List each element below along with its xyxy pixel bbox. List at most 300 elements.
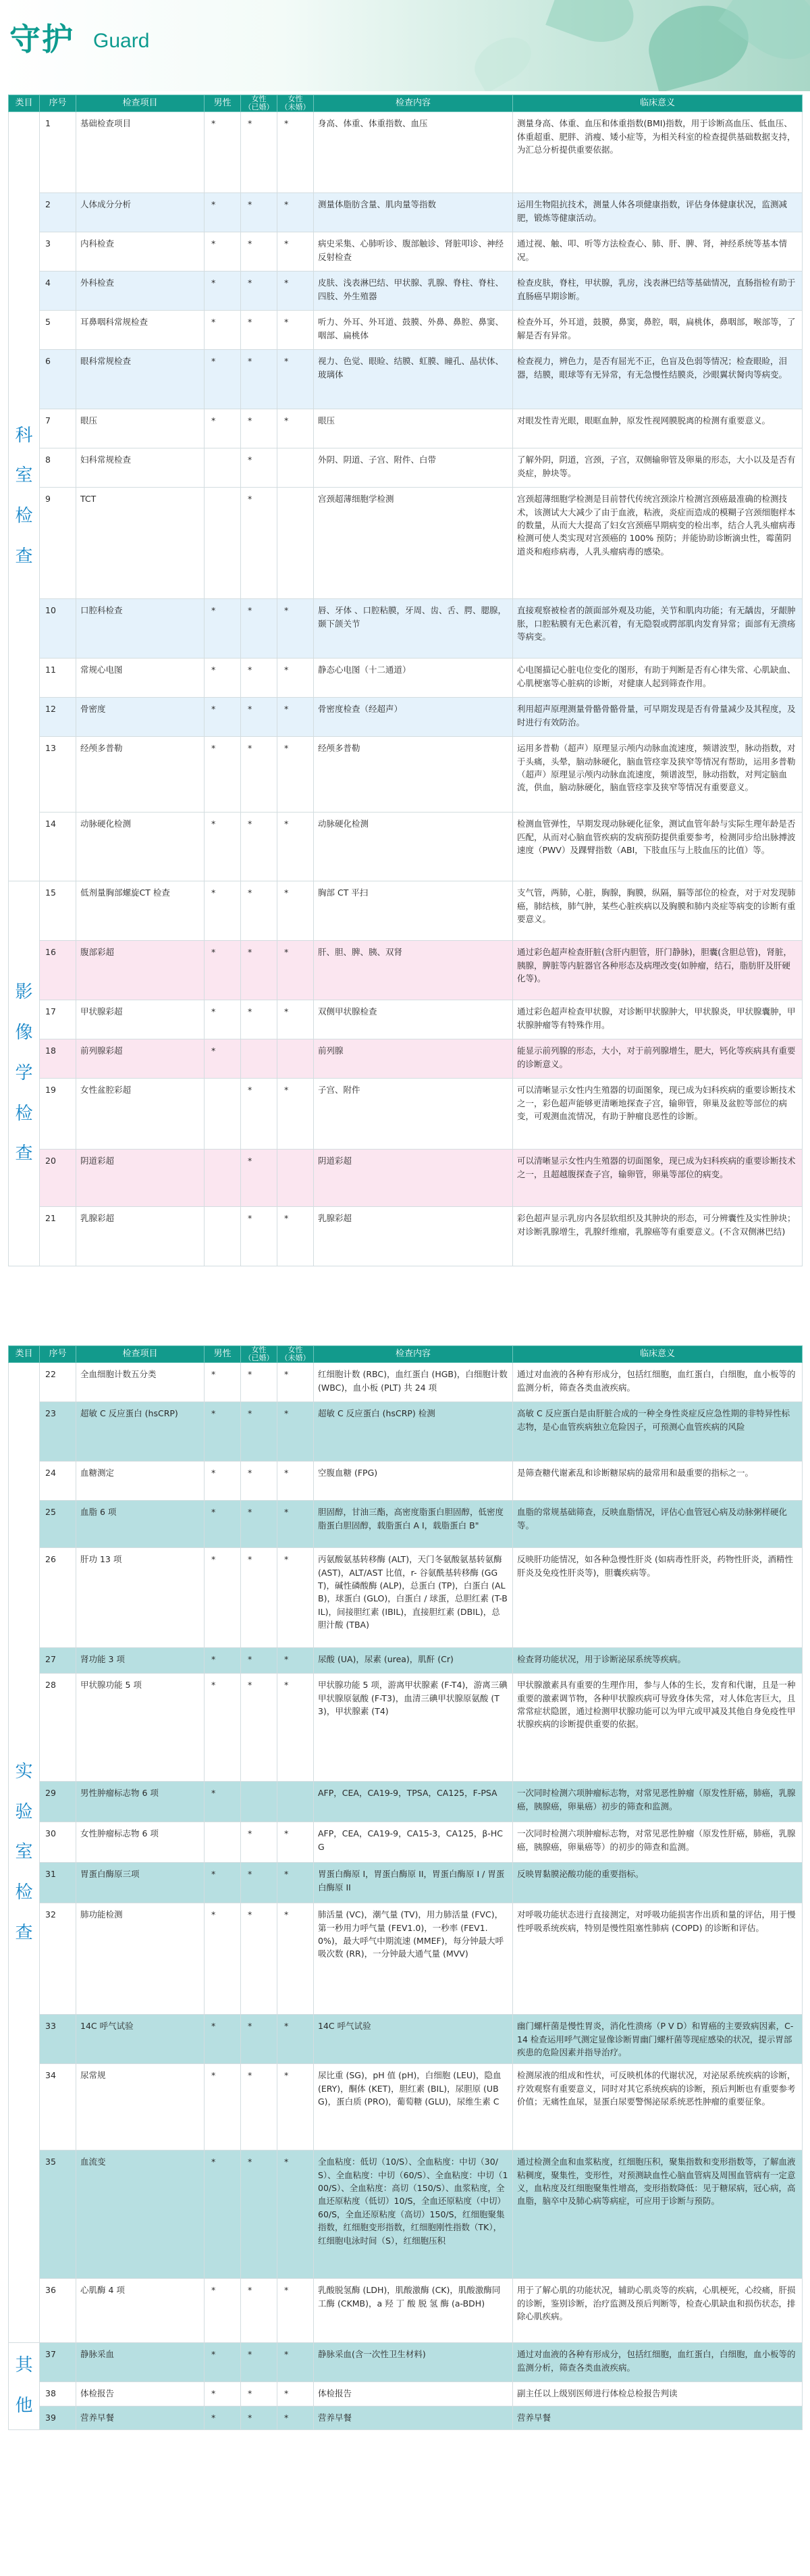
- female-married-mark: *: [241, 698, 277, 737]
- clinical-meaning: 检查肾功能状况，用于诊断泌尿系统等疾病。: [513, 1648, 803, 1674]
- female-unmarried-mark: *: [277, 698, 314, 737]
- clinical-meaning: 彩色超声显示乳房内各层软组织及其肿块的形态，可分辨囊性及实性肿块；对诊断乳腺增生，乳腺纤维瘤，乳腺癌等有重要意义。(不含双侧淋巴结): [513, 1207, 803, 1266]
- table-row: [9, 1822, 803, 1863]
- check-content: 病史采集、心肺听诊、腹部触诊、肾脏叩诊、神经反射检查: [314, 232, 513, 272]
- table-row: [9, 350, 803, 409]
- male-mark: *: [205, 232, 241, 272]
- male-mark: [205, 1079, 241, 1150]
- table-row: [9, 737, 803, 813]
- check-item: 超敏 C 反应蛋白 (hsCRP): [76, 1402, 205, 1462]
- female-unmarried-mark: [277, 1039, 314, 1079]
- male-mark: [205, 488, 241, 599]
- table-row: [9, 1079, 803, 1150]
- check-item: 经颅多普勒: [76, 737, 205, 813]
- check-content: 前列腺: [314, 1039, 513, 1079]
- column-header: 检查内容: [314, 95, 513, 112]
- row-number: 9: [40, 488, 76, 599]
- clinical-meaning: 通过彩色超声检查肝脏(含肝内胆管，肝门静脉)，胆囊(含胆总管)，肾脏，胰腺，脾脏等内脏器官各种形态及病理改变(如肿瘤，结石，脂肪肝及肝硬化等)。: [513, 941, 803, 1000]
- clinical-meaning: 检测血管弹性，早期发现动脉硬化征象，测试血管年龄与实际生理年龄是否匹配，从而对心脑血管疾病的发病预防提供重要参考，检测同步给出脉搏波速度（PWV）及踝臂指数（ABI，下肢血压与上肢血压的比值）等。: [513, 813, 803, 881]
- check-item: TCT: [76, 488, 205, 599]
- clinical-meaning: 运用多普勒（超声）原理显示颅内动脉血流速度，频谱波型，脉动指数，对于头痛，头晕，脑动脉硬化，脑血管痉挛及狭窄等情况有帮助，运用多普勒（超声）原理显示颅内动脉血流速度，频谱波型，脉动指数，对判定脑血流，供血，脑动脉硬化，脑血管痉挛及狭窄等情况有重要意义。: [513, 737, 803, 813]
- clinical-meaning: 副主任以上级别医师进行体检总检报告判读: [513, 2382, 803, 2406]
- male-mark: *: [205, 350, 241, 409]
- check-content: 红细胞计数 (RBC)，血红蛋白 (HGB)，白细胞计数 (WBC)，血小板 (PLT) 共 24 项: [314, 1363, 513, 1402]
- check-content: 外阴、阴道、子宫、附件、白带: [314, 448, 513, 488]
- female-married-mark: *: [241, 1363, 277, 1402]
- table-row: [9, 659, 803, 698]
- female-unmarried-mark: *: [277, 2382, 314, 2406]
- check-item: 前列腺彩超: [76, 1039, 205, 1079]
- column-header: 男性: [205, 1346, 241, 1363]
- check-item: 口腔科检查: [76, 599, 205, 659]
- check-item: 胃蛋白酶原三项: [76, 1863, 205, 1903]
- female-married-mark: *: [241, 813, 277, 881]
- row-number: 16: [40, 941, 76, 1000]
- female-married-mark: *: [241, 193, 277, 232]
- check-content: 皮肤、浅表淋巴结、甲状腺、乳腺、脊柱、脊柱、四肢、外生殖器: [314, 272, 513, 311]
- row-number: 6: [40, 350, 76, 409]
- clinical-meaning: 一次同时检测六项肿瘤标志物，对常见恶性肿瘤（原发性肝癌，肺癌，乳腺癌，胰腺癌，卵巢癌等）的初步的筛查和监测。: [513, 1822, 803, 1863]
- female-married-mark: *: [241, 737, 277, 813]
- female-married-mark: *: [241, 1402, 277, 1462]
- female-unmarried-mark: *: [277, 2015, 314, 2064]
- clinical-meaning: 检查视力，辨色力，是否有屈光不正，色盲及色弱等情况；检查眼睑，泪器，结膜，眼球等有无异常，有无急慢性结膜炎，沙眼翼状胬肉等病变。: [513, 350, 803, 409]
- female-unmarried-mark: *: [277, 941, 314, 1000]
- clinical-meaning: 用于了解心肌的功能状况，辅助心肌炎等的疾病，心肌梗死，心绞痛，肝损的诊断，鉴别诊断，治疗监测及预后判断等，检查心肌缺血和损伤状态，排除心肌疾病。: [513, 2279, 803, 2343]
- row-number: 18: [40, 1039, 76, 1079]
- check-content: 宫颈超薄细胞学检测: [314, 488, 513, 599]
- clinical-meaning: 甲状腺激素具有重要的生理作用，参与人体的生长，发育和代谢，且是一种重要的激素调节物，各种甲状腺疾病可导致身体失常，对人体危害巨大，且常常症状隐匿，通过检测甲状腺功能可以为甲亢或甲减及其他自身免疫性甲状腺疾病的诊断提供重要的依据。: [513, 1674, 803, 1782]
- check-item: 肝功 13 项: [76, 1548, 205, 1648]
- check-content: 子宫、附件: [314, 1079, 513, 1150]
- clinical-meaning: 可以清晰显示女性内生殖器的切面图象，现已成为妇科疾病的重要诊断技术之一，彩色超声能够更清晰地探查子宫，输卵管，卵巢及盆腔等部位的病变，可观测血流情况，有助于肿瘤良恶性的诊断。: [513, 1079, 803, 1150]
- male-mark: *: [205, 1000, 241, 1039]
- male-mark: *: [205, 698, 241, 737]
- clinical-meaning: 幽门螺杆菌是慢性胃炎，消化性溃疡（P V D）和胃癌的主要致病因素，C-14 检查运用呼气测定显像诊断胃幽门螺杆菌等现症感染的状况，提示胃部疾患的危险因素并指导治疗。: [513, 2015, 803, 2064]
- female-unmarried-mark: *: [277, 1079, 314, 1150]
- table-row: [9, 112, 803, 193]
- check-item: 基础检查项目: [76, 112, 205, 193]
- row-number: 21: [40, 1207, 76, 1266]
- female-unmarried-mark: *: [277, 2406, 314, 2429]
- female-unmarried-mark: *: [277, 1822, 314, 1863]
- clinical-meaning: 通过彩色超声检查甲状腺，对诊断甲状腺肿大，甲状腺炎，甲状腺囊肿，甲状腺肿瘤等有特殊作用。: [513, 1000, 803, 1039]
- male-mark: *: [205, 112, 241, 193]
- female-married-mark: *: [241, 2150, 277, 2279]
- female-unmarried-mark: *: [277, 1462, 314, 1501]
- female-unmarried-mark: *: [277, 1548, 314, 1648]
- table-row: [9, 813, 803, 881]
- male-mark: [205, 1150, 241, 1207]
- check-content: 静脉采血(含一次性卫生材料): [314, 2343, 513, 2382]
- table-row: [9, 193, 803, 232]
- check-content: 阴道彩超: [314, 1150, 513, 1207]
- male-mark: [205, 1822, 241, 1863]
- male-mark: *: [205, 311, 241, 350]
- clinical-meaning: 检查外耳，外耳道，鼓膜，鼻窦，鼻腔，咽，扁桃体，鼻咽部，喉部等，了解是否有异常。: [513, 311, 803, 350]
- table-row: [9, 1402, 803, 1462]
- female-unmarried-mark: *: [277, 2279, 314, 2343]
- female-married-mark: *: [241, 1462, 277, 1501]
- clinical-meaning: 通过检测全血和血浆粘度，红细胞压积，聚集指数和变形指数等，了解血液粘稠度，聚集性，变形性，对预测缺血性心脑血管病及周围血管病有一定意义，血粘度及红细胞聚集性增高，变形指数降低：见于糖尿病，冠心病，高血脂，脑卒中及肺心病等病症，可应用于诊断与预防。: [513, 2150, 803, 2279]
- table-row: [9, 272, 803, 311]
- check-content: 身高、体重、体重指数、血压: [314, 112, 513, 193]
- female-married-mark: *: [241, 311, 277, 350]
- check-item: 阴道彩超: [76, 1150, 205, 1207]
- male-mark: [205, 1207, 241, 1266]
- check-content: 胃蛋白酶原 I，胃蛋白酶原 II，胃蛋白酶原 I / 胃蛋白酶原 II: [314, 1863, 513, 1903]
- clinical-meaning: 能显示前列腺的形态，大小，对于前列腺增生，肥大，钙化等疾病具有重要的诊断意义。: [513, 1039, 803, 1079]
- clinical-meaning: 了解外阴，阴道，宫颈，子宫，双侧输卵管及卵巢的形态，大小以及是否有炎症，肿块等。: [513, 448, 803, 488]
- female-married-mark: *: [241, 1000, 277, 1039]
- female-married-mark: *: [241, 2279, 277, 2343]
- female-married-mark: *: [241, 488, 277, 599]
- clinical-meaning: 检查皮肤，脊柱，甲状腺，乳房，浅表淋巴结等基础情况，直肠指检有助于直肠癌早期诊断。: [513, 272, 803, 311]
- column-header: 女性 （未婚）: [277, 1346, 314, 1363]
- female-married-mark: *: [241, 1501, 277, 1548]
- check-content: 静态心电图（十二通道）: [314, 659, 513, 698]
- category-label: 实 验 室 检 查: [9, 1363, 40, 2343]
- category-label: 影 像 学 检 查: [9, 881, 40, 1266]
- clinical-meaning: 通过对血液的各种有形成分，包括红细胞，血红蛋白，白细胞，血小板等的监测分析，筛查各类血液疾病。: [513, 1363, 803, 1402]
- male-mark: *: [205, 599, 241, 659]
- female-married-mark: *: [241, 1863, 277, 1903]
- row-number: 31: [40, 1863, 76, 1903]
- check-content: 全血粘度：低切（10/S）、全血粘度：中切（30/S）、全血粘度：中切（60/S）、全血粘度：中切（100/S）、全血粘度：高切（150/S）、血浆粘度，全血还原粘度（低切）10/S，全血还原粘度（中切）60/S，全血还原粘度（高切）150/S，红细胞聚集指数，红细胞变形指数，红细胞刚性指数（TK），红细胞电泳时间（S），红细胞压积: [314, 2150, 513, 2279]
- check-item: 营养早餐: [76, 2406, 205, 2429]
- female-unmarried-mark: *: [277, 1501, 314, 1548]
- row-number: 38: [40, 2382, 76, 2406]
- male-mark: *: [205, 1402, 241, 1462]
- female-unmarried-mark: *: [277, 272, 314, 311]
- check-content: AFP，CEA，CA19-9，TPSA，CA125，F-PSA: [314, 1782, 513, 1822]
- leaf-decoration: [545, 0, 643, 53]
- table-row: [9, 232, 803, 272]
- check-content: 骨密度检查（经超声）: [314, 698, 513, 737]
- check-item: 体检报告: [76, 2382, 205, 2406]
- check-content: 尿酸 (UA)，尿素 (urea)，肌酐 (Cr): [314, 1648, 513, 1674]
- table-header-row: [9, 95, 803, 112]
- table-row: [9, 1648, 803, 1674]
- clinical-meaning: 检测尿液的组成和性状，可反映机体的代谢状况，对泌尿系统疾病的诊断，疗效观察有重要意义，同时对其它系统疾病的诊断，预后判断也有重要参考价值；无痛性血尿，显蛋白尿要警惕泌尿系统恶性肿瘤的重要征象。: [513, 2064, 803, 2150]
- page-subtitle: Guard: [93, 30, 150, 52]
- female-unmarried-mark: *: [277, 659, 314, 698]
- row-number: 11: [40, 659, 76, 698]
- check-item: 静脉采血: [76, 2343, 205, 2382]
- table-row: [9, 1150, 803, 1207]
- check-item: 男性肿瘤标志物 6 项: [76, 1782, 205, 1822]
- clinical-meaning: 可以清晰显示女性内生殖器的切面图象，现已成为妇科疾病的重要诊断技术之一，且超越腹探查子宫，输卵管，卵巢等部位的病变。: [513, 1150, 803, 1207]
- female-unmarried-mark: *: [277, 737, 314, 813]
- female-married-mark: *: [241, 112, 277, 193]
- clinical-meaning: 营养早餐: [513, 2406, 803, 2429]
- table-row: [9, 1674, 803, 1782]
- row-number: 35: [40, 2150, 76, 2279]
- row-number: 7: [40, 409, 76, 448]
- page-title: 守护: [9, 21, 74, 57]
- check-content: 肝、胆、脾、胰、双肾: [314, 941, 513, 1000]
- column-header: 女性 （已婚）: [241, 1346, 277, 1363]
- female-unmarried-mark: *: [277, 1648, 314, 1674]
- row-number: 15: [40, 881, 76, 941]
- female-married-mark: *: [241, 409, 277, 448]
- check-content: 双侧甲状腺检查: [314, 1000, 513, 1039]
- female-married-mark: *: [241, 1822, 277, 1863]
- female-unmarried-mark: *: [277, 1674, 314, 1782]
- row-number: 4: [40, 272, 76, 311]
- table-row: [9, 1462, 803, 1501]
- row-number: 37: [40, 2343, 76, 2382]
- female-married-mark: *: [241, 350, 277, 409]
- check-content: 丙氨酸氨基转移酶 (ALT)，天门冬氨酸氨基转氨酶 (AST)，ALT/AST 比值，r- 谷氨酰基转移酶 (GGT)，碱性磷酸酶 (ALP)，总蛋白 (TP)，白蛋白 (ALB)，球蛋白 (GLO)，白蛋白 / 球蛋，总胆红素 (T-BIL)，间接胆红素 (IBIL)，直接胆红素 (DBIL)，总胆汁酸 (TBA): [314, 1548, 513, 1648]
- female-married-mark: *: [241, 232, 277, 272]
- check-item: 甲状腺彩超: [76, 1000, 205, 1039]
- check-content: 营养早餐: [314, 2406, 513, 2429]
- female-married-mark: *: [241, 1548, 277, 1648]
- row-number: 27: [40, 1648, 76, 1674]
- column-header: 类目: [9, 1346, 40, 1363]
- check-item: 外科检查: [76, 272, 205, 311]
- clinical-meaning: 反映胃黏膜泌酸功能的重要指标。: [513, 1863, 803, 1903]
- male-mark: *: [205, 193, 241, 232]
- table-row: [9, 409, 803, 448]
- female-married-mark: *: [241, 448, 277, 488]
- female-married-mark: *: [241, 941, 277, 1000]
- male-mark: *: [205, 2150, 241, 2279]
- row-number: 17: [40, 1000, 76, 1039]
- row-number: 1: [40, 112, 76, 193]
- male-mark: *: [205, 2343, 241, 2382]
- check-item: 全血细胞计数五分类: [76, 1363, 205, 1402]
- male-mark: *: [205, 881, 241, 941]
- male-mark: *: [205, 272, 241, 311]
- female-married-mark: [241, 1782, 277, 1822]
- check-item: 骨密度: [76, 698, 205, 737]
- female-married-mark: *: [241, 2406, 277, 2429]
- male-mark: *: [205, 1782, 241, 1822]
- check-item: 眼压: [76, 409, 205, 448]
- column-header: 男性: [205, 95, 241, 112]
- row-number: 8: [40, 448, 76, 488]
- check-item: 常规心电图: [76, 659, 205, 698]
- female-unmarried-mark: *: [277, 599, 314, 659]
- male-mark: *: [205, 2064, 241, 2150]
- row-number: 36: [40, 2279, 76, 2343]
- checkup-table-2: [8, 1345, 803, 2430]
- female-married-mark: *: [241, 1150, 277, 1207]
- female-married-mark: [241, 1039, 277, 1079]
- female-unmarried-mark: *: [277, 232, 314, 272]
- table-row: [9, 1863, 803, 1903]
- check-item: 低剂量胸部螺旋CT 检查: [76, 881, 205, 941]
- header-banner: [0, 0, 810, 91]
- female-unmarried-mark: *: [277, 1903, 314, 2015]
- clinical-meaning: 血脂的常规基础筛查，反映血脂情况，评估心血管冠心病及动脉粥样硬化等。: [513, 1501, 803, 1548]
- column-header: 检查项目: [76, 95, 205, 112]
- male-mark: *: [205, 1674, 241, 1782]
- category-label: 科 室 检 查: [9, 112, 40, 881]
- check-content: 胸部 CT 平扫: [314, 881, 513, 941]
- check-item: 妇科常规检查: [76, 448, 205, 488]
- check-item: 腹部彩超: [76, 941, 205, 1000]
- row-number: 3: [40, 232, 76, 272]
- male-mark: *: [205, 2279, 241, 2343]
- table-row: [9, 2064, 803, 2150]
- column-header: 临床意义: [513, 1346, 803, 1363]
- table-row: [9, 1039, 803, 1079]
- female-unmarried-mark: [277, 1782, 314, 1822]
- male-mark: *: [205, 941, 241, 1000]
- check-content: 经颅多普勒: [314, 737, 513, 813]
- female-unmarried-mark: [277, 448, 314, 488]
- check-item: 女性肿瘤标志物 6 项: [76, 1822, 205, 1863]
- male-mark: *: [205, 659, 241, 698]
- row-number: 39: [40, 2406, 76, 2429]
- table-row: [9, 1782, 803, 1822]
- row-number: 10: [40, 599, 76, 659]
- check-content: 唇、牙体 、口腔粘膜，牙周、齿、舌、腭、腮腺，颞下颌关节: [314, 599, 513, 659]
- column-header: 临床意义: [513, 95, 803, 112]
- table-row: [9, 941, 803, 1000]
- female-married-mark: *: [241, 881, 277, 941]
- female-married-mark: *: [241, 1648, 277, 1674]
- female-unmarried-mark: [277, 488, 314, 599]
- column-header: 序号: [40, 1346, 76, 1363]
- female-unmarried-mark: *: [277, 409, 314, 448]
- table-row: [9, 2406, 803, 2429]
- row-number: 28: [40, 1674, 76, 1782]
- table-row: [9, 1903, 803, 2015]
- male-mark: [205, 448, 241, 488]
- row-number: 29: [40, 1782, 76, 1822]
- row-number: 24: [40, 1462, 76, 1501]
- table-row: [9, 1501, 803, 1548]
- check-content: 听力、外耳、外耳道、鼓膜、外鼻、鼻腔、鼻窦、咽部、扁桃体: [314, 311, 513, 350]
- table-row: [9, 881, 803, 941]
- check-content: AFP，CEA，CA19-9，CA15-3，CA125，β-HCG: [314, 1822, 513, 1863]
- column-header: 序号: [40, 95, 76, 112]
- column-header: 类目: [9, 95, 40, 112]
- table-row: [9, 1548, 803, 1648]
- female-unmarried-mark: *: [277, 2150, 314, 2279]
- check-content: 动脉硬化检测: [314, 813, 513, 881]
- clinical-meaning: 高敏 C 反应蛋白是由肝脏合成的一种全身性炎症反应急性期的非特异性标志物，是心血管疾病独立危险因子，可预测心血管疾病的风险: [513, 1402, 803, 1462]
- check-item: 耳鼻咽科常规检查: [76, 311, 205, 350]
- check-item: 心肌酶 4 项: [76, 2279, 205, 2343]
- female-married-mark: *: [241, 1207, 277, 1266]
- female-married-mark: *: [241, 1674, 277, 1782]
- male-mark: *: [205, 1501, 241, 1548]
- clinical-meaning: 对呼吸功能状态进行直接测定，对呼吸功能损害作出质和量的评估，用于慢性呼吸系统疾病，特别是慢性阻塞性肺病 (COPD) 的诊断和评估。: [513, 1903, 803, 2015]
- male-mark: *: [205, 737, 241, 813]
- check-content: 空腹血糖 (FPG): [314, 1462, 513, 1501]
- check-content: 视力、色觉、眼睑、结膜、虹膜、瞳孔、晶状体、玻璃体: [314, 350, 513, 409]
- check-item: 尿常规: [76, 2064, 205, 2150]
- male-mark: *: [205, 1548, 241, 1648]
- female-unmarried-mark: *: [277, 1207, 314, 1266]
- female-unmarried-mark: *: [277, 112, 314, 193]
- female-unmarried-mark: *: [277, 1363, 314, 1402]
- check-item: 甲状腺功能 5 项: [76, 1674, 205, 1782]
- check-item: 女性盆腔彩超: [76, 1079, 205, 1150]
- row-number: 12: [40, 698, 76, 737]
- table-row: [9, 2279, 803, 2343]
- table-row: [9, 2382, 803, 2406]
- female-married-mark: *: [241, 2343, 277, 2382]
- female-unmarried-mark: *: [277, 1000, 314, 1039]
- male-mark: *: [205, 2015, 241, 2064]
- row-number: 32: [40, 1903, 76, 2015]
- male-mark: *: [205, 1363, 241, 1402]
- female-unmarried-mark: *: [277, 2343, 314, 2382]
- clinical-meaning: 反映肝功能情况，如各种急慢性肝炎 (如病毒性肝炎，药物性肝炎，酒精性肝炎及免疫性肝炎等)，胆囊疾病等。: [513, 1548, 803, 1648]
- table-row: [9, 1207, 803, 1266]
- check-content: 尿比重 (SG)，pH 值 (pH)，白细胞 (LEU)，隐血 (ERY)，酮体 (KET)，胆红素 (BIL)，尿胆原 (UBG)，蛋白质 (PRO)，葡萄糖 (GLU)，尿维生素 C: [314, 2064, 513, 2150]
- check-item: 血脂 6 项: [76, 1501, 205, 1548]
- clinical-meaning: 心电图描记心脏电位变化的图形，有助于判断是否有心律失常、心肌缺血、心肌梗塞等心脏病的诊断，对健康人起到筛查作用。: [513, 659, 803, 698]
- female-married-mark: *: [241, 599, 277, 659]
- female-unmarried-mark: *: [277, 813, 314, 881]
- female-married-mark: *: [241, 2015, 277, 2064]
- row-number: 25: [40, 1501, 76, 1548]
- female-unmarried-mark: *: [277, 193, 314, 232]
- female-unmarried-mark: *: [277, 311, 314, 350]
- category-label: 其 他: [9, 2343, 40, 2429]
- clinical-meaning: 利用超声原理测量骨骼骨骼骨量，可早期发现是否有骨量减少及其程度，及时进行有效防治。: [513, 698, 803, 737]
- table-row: [9, 488, 803, 599]
- table-row: [9, 2343, 803, 2382]
- check-item: 眼科常规检查: [76, 350, 205, 409]
- table-row: [9, 311, 803, 350]
- table-row: [9, 2150, 803, 2279]
- male-mark: *: [205, 1903, 241, 2015]
- leaf-decoration: [466, 28, 539, 91]
- female-unmarried-mark: *: [277, 1402, 314, 1462]
- female-unmarried-mark: *: [277, 881, 314, 941]
- table-row: [9, 448, 803, 488]
- female-married-mark: *: [241, 659, 277, 698]
- row-number: 23: [40, 1402, 76, 1462]
- table-row: [9, 2015, 803, 2064]
- check-content: 体检报告: [314, 2382, 513, 2406]
- checkup-table-1: [8, 95, 803, 1266]
- row-number: 26: [40, 1548, 76, 1648]
- row-number: 22: [40, 1363, 76, 1402]
- check-content: 肺活量 (VC)，潮气量 (TV)，用力肺活量 (FVC)，第一秒用力呼气量 (FEV1.0)，一秒率 (FEV1.0%)，最大呼气中期流速 (MMEF)，每分钟最大呼吸次数 (RR)，一分钟最大通气量 (MVV): [314, 1903, 513, 2015]
- male-mark: *: [205, 2406, 241, 2429]
- female-married-mark: *: [241, 272, 277, 311]
- check-item: 乳腺彩超: [76, 1207, 205, 1266]
- table-row: [9, 1363, 803, 1402]
- check-content: 超敏 C 反应蛋白 (hsCRP) 检测: [314, 1402, 513, 1462]
- check-item: 肾功能 3 项: [76, 1648, 205, 1674]
- check-content: 乳腺彩超: [314, 1207, 513, 1266]
- column-header: 检查项目: [76, 1346, 205, 1363]
- table-row: [9, 698, 803, 737]
- clinical-meaning: 通过对血液的各种有形成分，包括红细胞，血红蛋白，白细胞，血小板等的监测分析，筛查各类血液疾病。: [513, 2343, 803, 2382]
- row-number: 33: [40, 2015, 76, 2064]
- clinical-meaning: 宫颈超薄细胞学检测是目前替代传统宫颈涂片检测宫颈癌最准确的检测技术，该测试大大减少了由于血液，粘液，炎症而造成的模糊子宫颈细胞样本的数量，从而大大提高了妇女宫颈癌早期病变的检出率，结合人乳头瘤病毒检测可使人类实现对宫颈癌的 100% 预防；并能协助诊断滴虫性，霉菌阴道炎和疱疹病毒，人乳头瘤病毒的感染。: [513, 488, 803, 599]
- row-number: 20: [40, 1150, 76, 1207]
- check-item: 内科检查: [76, 232, 205, 272]
- row-number: 2: [40, 193, 76, 232]
- table-header-row: [9, 1346, 803, 1363]
- clinical-meaning: 对眼发性青光眼，眼眶血肿，原发性视网膜脱离的检测有重要意义。: [513, 409, 803, 448]
- check-item: 动脉硬化检测: [76, 813, 205, 881]
- clinical-meaning: 测量身高、体重、血压和体重指数(BMI)指数，用于诊断高血压、低血压、体重超重、肥胖、消瘦、矮小症等，为相关科室的检查提供基础数据支持，为汇总分析提供重要依据。: [513, 112, 803, 193]
- check-content: 胆固醇，甘油三酯，高密度脂蛋白胆固醇，低密度脂蛋白胆固醇，载脂蛋白 A I，载脂蛋白 B": [314, 1501, 513, 1548]
- clinical-meaning: 直接观察被检者的颌面部外观及功能，关节和肌肉功能；有无龋齿，牙龈肿胀，口腔粘膜有无色素沉着，有无隐裂或腭部肌肉发育异常；面部有无溃疡等病变。: [513, 599, 803, 659]
